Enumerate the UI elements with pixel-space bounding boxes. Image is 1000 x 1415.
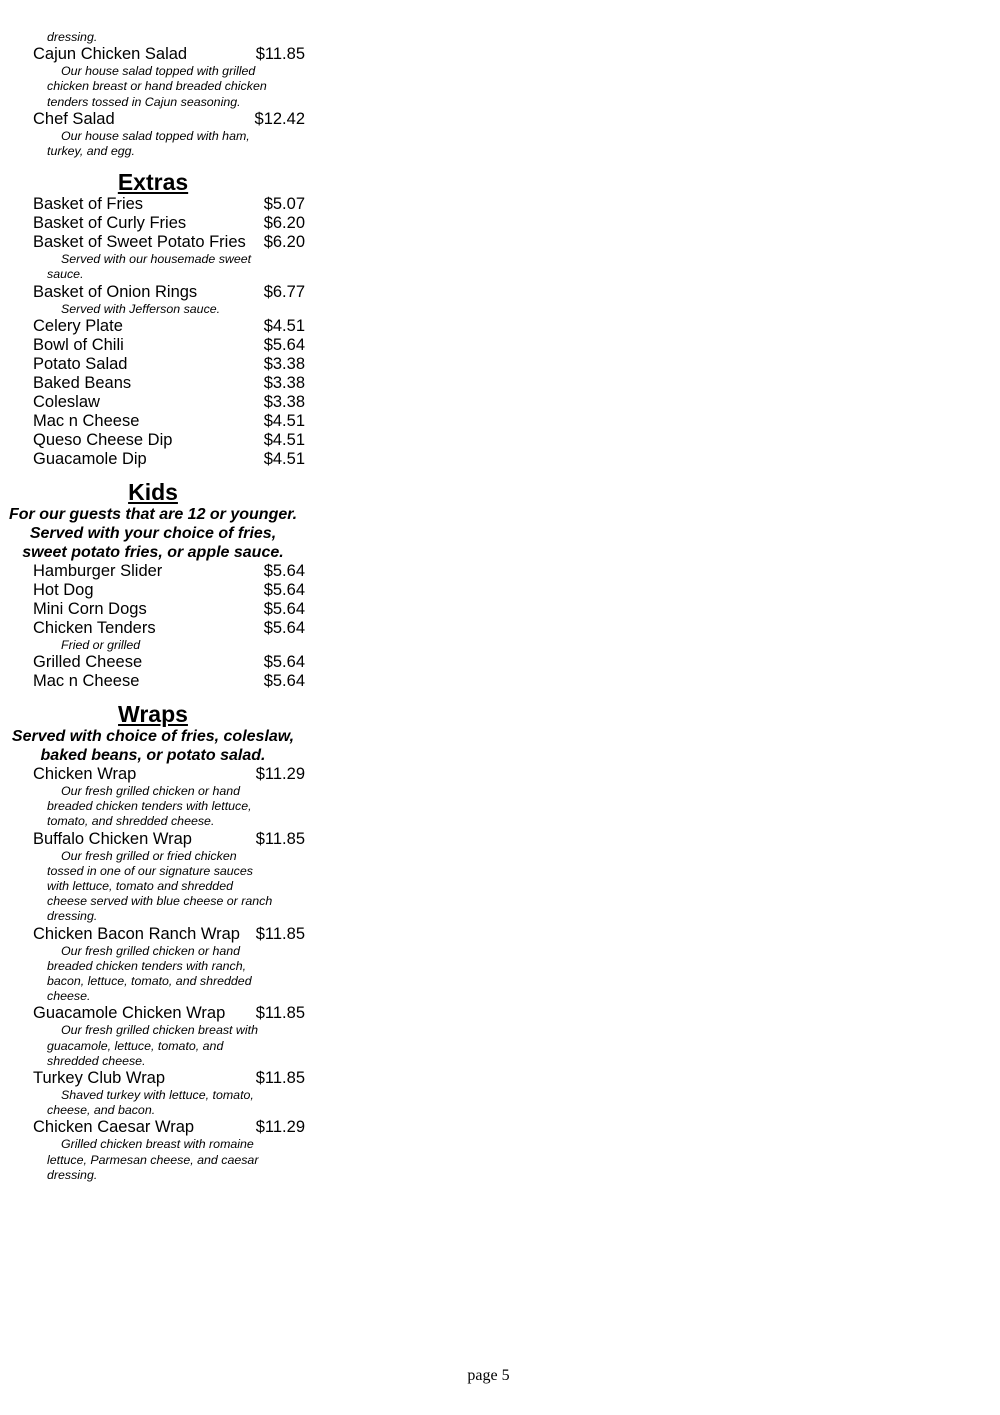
- menu-item: [0, 830, 306, 849]
- item-name: Guacamole Chicken Wrap: [33, 1004, 226, 1023]
- item-name: Grilled Cheese: [33, 653, 143, 672]
- section-title-extras: Extras: [117, 169, 189, 196]
- item-price: $5.64: [263, 580, 305, 599]
- section-note-line: sweet potato fries, or apple sauce.: [22, 543, 284, 561]
- item-description: Our fresh grilled chicken or hand breaded chicken tenders with lettuce, tomato, and shredded cheese.: [47, 784, 252, 829]
- item-name: Coleslaw: [33, 392, 100, 411]
- item-name: Turkey Club Wrap: [33, 1069, 166, 1088]
- menu-item: [0, 214, 306, 233]
- item-price: $5.64: [263, 561, 305, 580]
- item-price: $11.85: [255, 829, 305, 848]
- item-price: $11.85: [255, 924, 305, 943]
- menu-item: [0, 562, 306, 581]
- menu-item: [0, 233, 306, 252]
- section-note-line: For our guests that are 12 or younger.: [8, 505, 298, 523]
- menu-item: [0, 45, 306, 64]
- item-name: Chef Salad: [33, 109, 115, 128]
- item-description: Fried or grilled: [61, 637, 141, 652]
- section-title-wraps: Wraps: [118, 701, 188, 728]
- item-name: Mac n Cheese: [33, 411, 140, 430]
- menu-item: [0, 374, 306, 393]
- item-description: Our fresh grilled chicken or hand breaded chicken tenders with ranch, bacon, lettuce, tomato, and shredded cheese.: [47, 943, 252, 1004]
- item-description: Shaved turkey with lettuce, tomato, cheese, and bacon.: [47, 1088, 254, 1118]
- item-price: $4.51: [263, 411, 305, 430]
- menu-item: [0, 450, 306, 469]
- item-description: Served with our housemade sweet sauce.: [47, 252, 252, 282]
- menu-item: [0, 600, 306, 619]
- item-price: $3.38: [263, 392, 305, 411]
- item-price: $6.20: [263, 233, 305, 252]
- item-price: $4.51: [263, 449, 305, 468]
- menu-item: [0, 1069, 306, 1088]
- item-price: $11.85: [255, 1069, 305, 1088]
- section-note-line: Served with your choice of fries,: [29, 524, 277, 542]
- item-name: Queso Cheese Dip: [33, 430, 173, 449]
- item-price: $11.85: [255, 1004, 305, 1023]
- item-name: Basket of Curly Fries: [33, 214, 187, 233]
- item-name: Cajun Chicken Salad: [33, 45, 188, 64]
- item-name: Baked Beans: [33, 373, 132, 392]
- item-name: Basket of Fries: [33, 195, 144, 214]
- menu-item: [0, 412, 306, 431]
- item-price: $11.85: [255, 45, 305, 64]
- section-title-kids: Kids: [128, 478, 178, 505]
- item-name: Basket of Onion Rings: [33, 282, 198, 301]
- item-name: Mac n Cheese: [33, 672, 140, 691]
- item-price: $3.38: [263, 354, 305, 373]
- item-price: $4.51: [263, 316, 305, 335]
- item-description: Served with Jefferson sauce.: [61, 301, 221, 316]
- item-name: Chicken Wrap: [33, 765, 137, 784]
- item-name: Bowl of Chili: [33, 335, 124, 354]
- menu-item: [0, 431, 306, 450]
- item-price: $5.64: [263, 599, 305, 618]
- menu-item: [0, 672, 306, 691]
- item-name: Celery Plate: [33, 316, 123, 335]
- menu-item: [0, 317, 306, 336]
- item-price: $12.42: [254, 109, 305, 128]
- item-name: Basket of Sweet Potato Fries: [33, 233, 246, 252]
- menu-item: [0, 283, 306, 302]
- item-name: Chicken Bacon Ranch Wrap: [33, 924, 240, 943]
- menu-item: [0, 336, 306, 355]
- item-price: $3.38: [263, 373, 305, 392]
- menu-item: [0, 1118, 306, 1137]
- menu-item: [0, 110, 306, 129]
- item-price: $4.51: [263, 430, 305, 449]
- item-price: $11.29: [255, 765, 305, 784]
- item-name: Guacamole Dip: [33, 449, 147, 468]
- menu-item: [0, 765, 306, 784]
- item-price: $6.20: [263, 214, 305, 233]
- item-name: Chicken Caesar Wrap: [33, 1118, 195, 1137]
- menu-item: [0, 355, 306, 374]
- item-description: Our house salad topped with ham, turkey, and egg.: [47, 128, 250, 159]
- menu-item: [0, 653, 306, 672]
- menu-item: [0, 619, 306, 638]
- item-price: $11.29: [255, 1118, 305, 1137]
- item-name: Mini Corn Dogs: [33, 599, 147, 618]
- item-description: Our fresh grilled or fried chicken tossed in one of our signature sauces with lettuce, tomato and shredded cheese served with blue cheese or ranch dressing.: [47, 848, 273, 924]
- item-description: Our house salad topped with grilled chicken breast or hand breaded chicken tenders tossed in Cajun seasoning.: [47, 64, 267, 109]
- menu-item: [0, 1004, 306, 1023]
- page-number: page 5: [467, 1367, 510, 1384]
- section-note-line: baked beans, or potato salad.: [40, 747, 266, 765]
- item-price: $5.64: [263, 618, 305, 637]
- item-description: Grilled chicken breast with romaine lettuce, Parmesan cheese, and caesar dressing.: [47, 1137, 259, 1182]
- section-note-line: Served with choice of fries, coleslaw,: [11, 728, 295, 746]
- item-description: Our fresh grilled chicken breast with guacamole, lettuce, tomato, and shredded cheese.: [47, 1023, 258, 1068]
- menu-item: [0, 925, 306, 944]
- menu-item: [0, 581, 306, 600]
- item-price: $5.07: [263, 195, 305, 214]
- menu-item: [0, 393, 306, 412]
- item-price: $5.64: [263, 653, 305, 672]
- item-name: Chicken Tenders: [33, 618, 156, 637]
- menu-item: [0, 195, 306, 214]
- item-price: $6.77: [263, 282, 305, 301]
- item-name: Potato Salad: [33, 354, 128, 373]
- item-price: $5.64: [263, 335, 305, 354]
- item-price: $5.64: [263, 672, 305, 691]
- item-name: Hot Dog: [33, 580, 94, 599]
- menu-column: [0, 30, 306, 1183]
- item-description-continued: dressing.: [47, 30, 98, 44]
- item-name: Buffalo Chicken Wrap: [33, 829, 192, 848]
- item-name: Hamburger Slider: [33, 561, 163, 580]
